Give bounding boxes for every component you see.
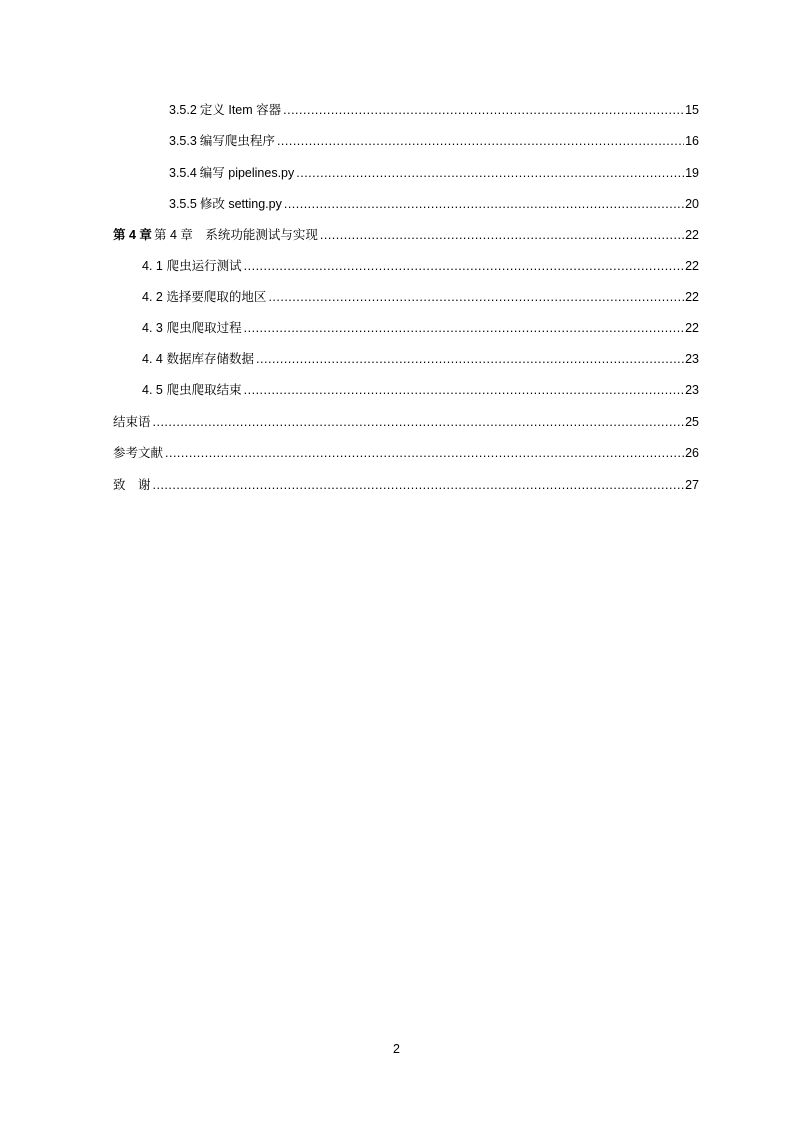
toc-entry-page: 16 bbox=[685, 134, 699, 148]
toc-entry-page: 23 bbox=[685, 383, 699, 397]
toc-entry-4-5[interactable] bbox=[142, 380, 699, 400]
toc-entry-page: 22 bbox=[685, 259, 699, 273]
toc-entry-number: 3.5.2 bbox=[169, 103, 197, 117]
toc-entry-number: 4. 3 bbox=[142, 321, 163, 335]
toc-entry-page: 19 bbox=[685, 166, 699, 180]
toc-leader-dots bbox=[296, 163, 684, 183]
toc-leader-dots bbox=[277, 131, 684, 151]
toc-leader-dots bbox=[153, 412, 685, 432]
toc-entry-title: 第 4 章 系统功能测试与实现 bbox=[153, 228, 318, 242]
toc-entry-page: 23 bbox=[685, 352, 699, 366]
toc-entry-chapter-4[interactable] bbox=[113, 225, 699, 245]
toc-leader-dots bbox=[153, 475, 685, 495]
toc-entry-title: 编写 pipelines.py bbox=[199, 166, 295, 180]
toc-entry-title: 定义 Item 容器 bbox=[199, 103, 282, 117]
toc-entry-page: 22 bbox=[685, 321, 699, 335]
toc-entry-page: 26 bbox=[685, 446, 699, 460]
page-number: 2 bbox=[393, 1042, 400, 1056]
toc-entry-page: 22 bbox=[685, 228, 699, 242]
toc-entry-title: 爬虫爬取过程 bbox=[166, 321, 242, 335]
toc-chapter-number: 第 4 章 bbox=[113, 228, 152, 242]
toc-entry-conclusion[interactable] bbox=[113, 412, 699, 432]
toc-entry-number: 4. 5 bbox=[142, 383, 163, 397]
toc-entry-3-5-5[interactable] bbox=[169, 194, 699, 214]
toc-entry-4-1[interactable] bbox=[142, 256, 699, 276]
toc-entry-title: 结束语 bbox=[113, 415, 151, 429]
toc-entry-references[interactable] bbox=[113, 443, 699, 463]
toc-entry-3-5-2[interactable] bbox=[169, 100, 699, 120]
toc-entry-page: 25 bbox=[685, 415, 699, 429]
toc-leader-dots bbox=[244, 318, 684, 338]
toc-entry-page: 22 bbox=[685, 290, 699, 304]
toc-leader-dots bbox=[320, 225, 684, 245]
toc-leader-dots bbox=[244, 380, 684, 400]
toc-entry-number: 4. 4 bbox=[142, 352, 163, 366]
toc-entry-title: 爬虫爬取结束 bbox=[166, 383, 242, 397]
toc-leader-dots bbox=[244, 256, 684, 276]
toc-leader-dots bbox=[165, 443, 684, 463]
toc-entry-title: 修改 setting.py bbox=[199, 197, 282, 211]
toc-entry-title: 选择要爬取的地区 bbox=[166, 290, 267, 304]
toc-entry-number: 3.5.4 bbox=[169, 166, 197, 180]
toc-entry-page: 15 bbox=[685, 103, 699, 117]
toc-entry-4-2[interactable] bbox=[142, 287, 699, 307]
toc-entry-acknowledgements[interactable] bbox=[113, 475, 699, 495]
toc-entry-number: 4. 2 bbox=[142, 290, 163, 304]
toc-entry-title: 参考文献 bbox=[113, 446, 164, 460]
toc-entry-4-4[interactable] bbox=[142, 349, 699, 369]
toc-entry-title: 编写爬虫程序 bbox=[199, 134, 275, 148]
toc-entry-page: 27 bbox=[685, 478, 699, 492]
toc-entry-page: 20 bbox=[685, 197, 699, 211]
toc-entry-title: 致 谢 bbox=[113, 478, 151, 492]
toc-entry-title: 爬虫运行测试 bbox=[166, 259, 242, 273]
toc-entry-3-5-4[interactable] bbox=[169, 163, 699, 183]
toc-entry-number: 3.5.3 bbox=[169, 134, 197, 148]
toc-leader-dots bbox=[284, 194, 684, 214]
toc-entry-4-3[interactable] bbox=[142, 318, 699, 338]
toc-entry-3-5-3[interactable] bbox=[169, 131, 699, 151]
toc-leader-dots bbox=[268, 287, 684, 307]
toc-leader-dots bbox=[256, 349, 684, 369]
toc-entry-number: 3.5.5 bbox=[169, 197, 197, 211]
toc-entry-title: 数据库存储数据 bbox=[166, 352, 255, 366]
toc-leader-dots bbox=[283, 100, 684, 120]
toc-entry-number: 4. 1 bbox=[142, 259, 163, 273]
